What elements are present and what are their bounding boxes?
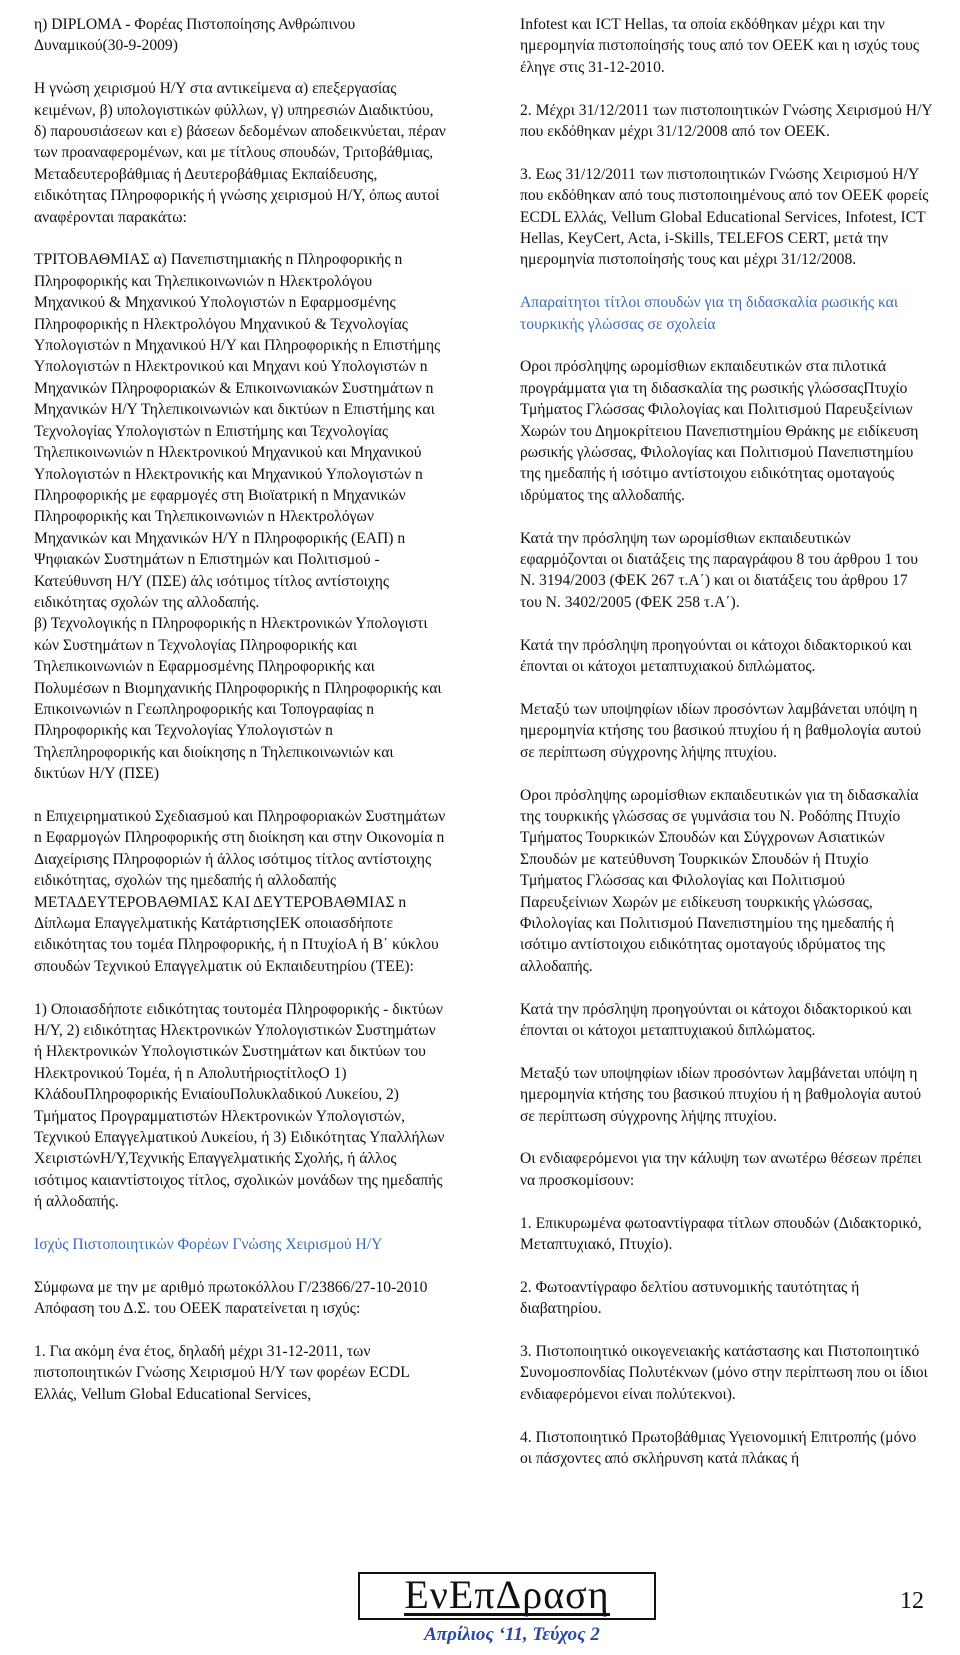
paragraph: Η γνώση χειρισμού Η/Υ στα αντικείμενα α) επεξεργασίας κειμένων, β) υπολογιστικών φύλλων, γ) υπηρεσιών Διαδικτύου, δ) παρουσιάσεων και ε) βάσεων δεδομένων αποδεικνύεται, πέραν των προαναφερομένων, και με τίτλους σπουδών, Τριτοβάθμιας, Μεταδευτεροβάθμιας ή Δευτεροβάθμιας Εκπαίδευσης, ειδικότητας Πληροφορικής ή γνώσης χειρισμού Η/Υ, όπως αυτοί αναφέρονται παρακάτω: [34, 80, 446, 226]
issue-label: Απρίλιος ‘11, Τεύχος 2 [424, 1624, 600, 1645]
paragraph: Κατά την πρόσληψη προηγούνται οι κάτοχοι διδακτορικού και έπονται οι κάτοχοι μεταπτυχιακού διπλώματος. [520, 1000, 912, 1039]
paragraph: Μεταξύ των υποψηφίων ιδίων προσόντων λαμβάνεται υπόψη η ημερομηνία κτήσης του βασικού πτυχίου ή η βαθμολογία αυτού σε περίπτωση σύγχρονης λήψης πτυχίου. [520, 700, 922, 761]
left-column [34, 14, 446, 1427]
paragraph: 4. Πιστοποιητικό Πρωτοβάθμιας Υγειονομική Επιτροπής (μόνο οι πάσχοντες από σκλήρυνση κατά πλάκας ή [520, 1428, 917, 1467]
paragraph: 2. Φωτοαντίγραφο δελτίου αστυνομικής ταυτότητας ή διαβατηρίου. [520, 1278, 860, 1318]
paragraph: 3. Εως 31/12/2011 των πιστοποιητικών Γνώσης Χειρισμού Η/Υ που εκδόθηκαν από τους πιστοποιημένους από τον ΟΕΕΚ φορείς ECDL Ελλάς, Vellum Global Educational Services, Infotest, ICT Hellas, KeyCert, Acta, i-Skills, TELEFOS CERT, μετά την ημερομηνία πιστοποίησής τους και μέχρι 31/12/2008. [520, 165, 929, 269]
paragraph: η) DIPLOMA - Φορέας Πιστοποίησης Ανθρώπινου Δυναμικού(30-9-2009) [34, 16, 356, 55]
paragraph: n Επιχειρηματικού Σχεδιασμού και Πληροφοριακών Συστημάτων n Εφαρμογών Πληροφορικής στη διοίκηση και στην Οικονομία n Διαχείρισης Πληροφοριών ή άλλος ισότιμος τίτλος αντίστοιχης ειδικότητας, σχολών της ημεδαπής ή αλλοδαπής ΜΕΤΑΔΕΥΤΕΡΟΒΑΘΜΙΑΣ ΚΑΙ ΔΕΥΤΕΡΟΒΑΘΜΙΑΣ n Δίπλωμα Επαγγελματικής ΚατάρτισηςΙΕΚ οποιασδήποτε ειδικότητας του τομέα Πληροφορικής, ή n ΠτυχίοΑ ή Β΄ κύκλου σπουδών Τεχνικού Επαγγελματικ ού Εκπαιδευτηρίου (ΤΕΕ): [34, 807, 446, 975]
paragraph: Infotest και ICT Hellas, τα οποία εκδόθηκαν μέχρι και την ημερομηνία πιστοποίησής τους από τον ΟΕΕΚ και η ισχύς τους έληγε στις 31-12-2010. [520, 16, 920, 76]
magazine-logo-text: ΕνΕπΔραση [404, 1571, 610, 1617]
paragraph: Οροι πρόσληψης ωρομίσθιων εκπαιδευτικών για τη διδασκαλία της τουρκικής γλώσσας σε γυμνάσια του Ν. Ροδόπης Πτυχίο Τμήματος Τουρκικών Σπουδών και Σύγχρονων Ασιατικών Σπουδών με κατεύθυνση Τουρκικών Σπουδών ή Πτυχίο Τμήματος Γλώσσας και Φιλολογίας και Πολιτισμού Παρευξείνιων Χωρών με ειδίκευση τουρκικής γλώσσας, Φιλολογίας και Πολιτισμού Πανεπιστημίου της ημεδαπής ή ισότιμο αντίστοιχου ειδικότητας ομοταγούς ιδρύματος της αλλοδαπής. [520, 786, 919, 975]
paragraph: Μεταξύ των υποψηφίων ιδίων προσόντων λαμβάνεται υπόψη η ημερομηνία κτήσης του βασικού πτυχίου ή η βαθμολογία αυτού σε περίπτωση σύγχρονης λήψης πτυχίου. [520, 1064, 922, 1125]
paragraph: β) Τεχνολογικής n Πληροφορικής n Ηλεκτρονικών Υπολογιστι κών Συστημάτων n Τεχνολογίας Πληροφορικής και Τηλεπικοινωνιών n Εφαρμοσμένης Πληροφορικής και Πολυμέσων n Βιομηχανικής Πληροφορικής n Πληροφορικής και Επικοινωνιών n Γεωπληροφορικής και Τοπογραφίας n Πληροφορικής και Τεχνολογίας Υπολογιστών n Τηλεπληροφορικής και διοίκησης n Τηλεπικοινωνιών και δικτύων Η/Υ (ΠΣΕ) [34, 615, 442, 783]
paragraph: 1. Επικυρωμένα φωτοαντίγραφα τίτλων σπουδών (Διδακτορικό, Μεταπτυχιακό, Πτυχίο). [520, 1214, 922, 1253]
paragraph: Κατά την πρόσληψη προηγούνται οι κάτοχοι διδακτορικού και έπονται οι κάτοχοι μεταπτυχιακού διπλώματος. [520, 636, 912, 676]
paragraph: 1. Για ακόμη ένα έτος, δηλαδή μέχρι 31-12-2011, των πιστοποιητικών Γνώσης Χειρισμού Η/Υ των φορέων ECDL Ελλάς, Vellum Global Educational Services, [34, 1343, 410, 1403]
right-column [520, 14, 932, 1491]
paragraph: 2. Μέχρι 31/12/2011 των πιστοποιητικών Γνώσης Χειρισμού Η/Υ που εκδόθηκαν μέχρι 31/12/2008 από τον ΟΕΕΚ. [520, 101, 933, 141]
section-heading: Ισχύς Πιστοποιητικών Φορέων Γνώσης Χειρισμού Η/Υ [34, 1236, 383, 1254]
section-heading: Απαραίτητοι τίτλοι σπουδών για τη διδασκαλία ρωσικής και τουρκικής γλώσσας σε σχολεία [520, 294, 899, 333]
paragraph: 1) Οποιασδήποτε ειδικότητας τουτομέα Πληροφορικής - δικτύων Η/Υ, 2) ειδικότητας Ηλεκτρονικών Υπολογιστικών Συστημάτων ή Ηλεκτρονικών Υπολογιστικών Συστημάτων και δικτύων του Ηλεκτρονικού Τομέα, ή n ΑπολυτήριοςτίτλοςΟ 1) ΚλάδουΠληροφορικής ΕνιαίουΠολυκλαδικού Λυκείου, 2) Τμήματος Προγραμματιστών Ηλεκτρονικών Υπολογιστών, Τεχνικού Επαγγελματικού Λυκείου, ή 3) Ειδικότητας Υπαλλήλων ΧειριστώνΗ/Υ,Τεχνικής Επαγγελματικής Σχολής, ή άλλος ισότιμος καιαντίστοιχος τίτλος, σχολικών μονάδων της ημεδαπής ή αλλοδαπής. [34, 1000, 445, 1211]
paragraph: Οι ενδιαφερόμενοι για την κάλυψη των ανωτέρω θέσεων πρέπει να προσκομίσουν: [520, 1150, 922, 1189]
paragraph: ΤΡΙΤΟΒΑΘΜΙΑΣ α) Πανεπιστημιακής n Πληροφορικής n Πληροφορικής και Τηλεπικοινωνιών n Ηλεκτρολόγου Μηχανικού & Μηχανικού Υπολογιστών n Εφαρμοσμένης Πληροφορικής n Ηλεκτρολόγου Μηχανικού & Τεχνολογίας Υπολογιστών n Μηχανικού Η/Υ και Πληροφορικής n Επιστήμης Υπολογιστών n Ηλεκτρονικού και Μηχανι κού Υπολογιστών n Μηχανικών Πληροφοριακών & Επικοινωνιακών Συστημάτων n Μηχανικών Η/Υ Τηλεπικοινωνιών και δικτύων n Επιστήμης και Τεχνολογίας Υπολογιστών n Επιστήμης και Τεχνολογίας Τηλεπικοινωνιών n Ηλεκτρονικού Μηχανικού και Μηχανικού Υπολογιστών n Ηλεκτρονικής και Μηχανικού Υπολογιστών n Πληροφορικής με εφαρμογές στη Βιοϊατρική n Μηχανικών Πληροφορικής και Τηλεπικοινωνιών n Ηλεκτρολόγων Μηχανικών και Μηχανικών Η/Υ n Πληροφορικής (ΕΑΠ) n Ψηφιακών Συστημάτων n Επιστημών και Πολιτισμού - Κατεύθυνση Η/Υ (ΠΣΕ) άλς ισότιμος τίτλος αντίστοιχης ειδικότητας σχολών της αλλοδαπής. [34, 251, 441, 611]
paragraph: Κατά την πρόσληψη των ωρομίσθιων εκπαιδευτικών εφαρμόζονται οι διατάξεις της παραγράφου 8 του άρθρου 1 του Ν. 3194/2003 (ΦΕΚ 267 τ.Α΄) και οι διατάξεις του άρθρου 17 του Ν. 3402/2005 (ΦΕΚ 258 τ.Α΄). [520, 529, 918, 611]
page-number: 12 [900, 1588, 924, 1614]
paragraph: Οροι πρόσληψης ωρομίσθιων εκπαιδευτικών στα πιλοτικά προγράμματα για τη διδασκαλία της ρωσικής γλώσσαςΠτυχίο Τμήματος Γλώσσας Φιλολογίας και Πολιτισμού Παρευξείνιων Χωρών του Δημοκρίτειου Πανεπιστημίου Θράκης με ειδίκευση ρωσικής γλώσσας, Φιλολογίας και Πολιτισμού Πανεπιστημίου της ημεδαπής ή ισότιμο αντίστοιχου ειδικότητας ομοταγούς ιδρύματος της αλλοδαπής. [520, 358, 919, 504]
paragraph: Σύμφωνα με την με αριθμό πρωτοκόλλου Γ/23866/27-10-2010 Απόφαση του Δ.Σ. του ΟΕΕΚ παρατείνεται η ισχύς: [34, 1278, 428, 1318]
magazine-logo [358, 1572, 656, 1620]
paragraph: 3. Πιστοποιητικό οικογενειακής κατάστασης και Πιστοποιητικό Συνομοσπονδίας Πολυτέκνων (μόνο στην περίπτωση που οι ίδιοι ενδιαφερόμενοι είναι πολύτεκνοι). [520, 1342, 928, 1403]
